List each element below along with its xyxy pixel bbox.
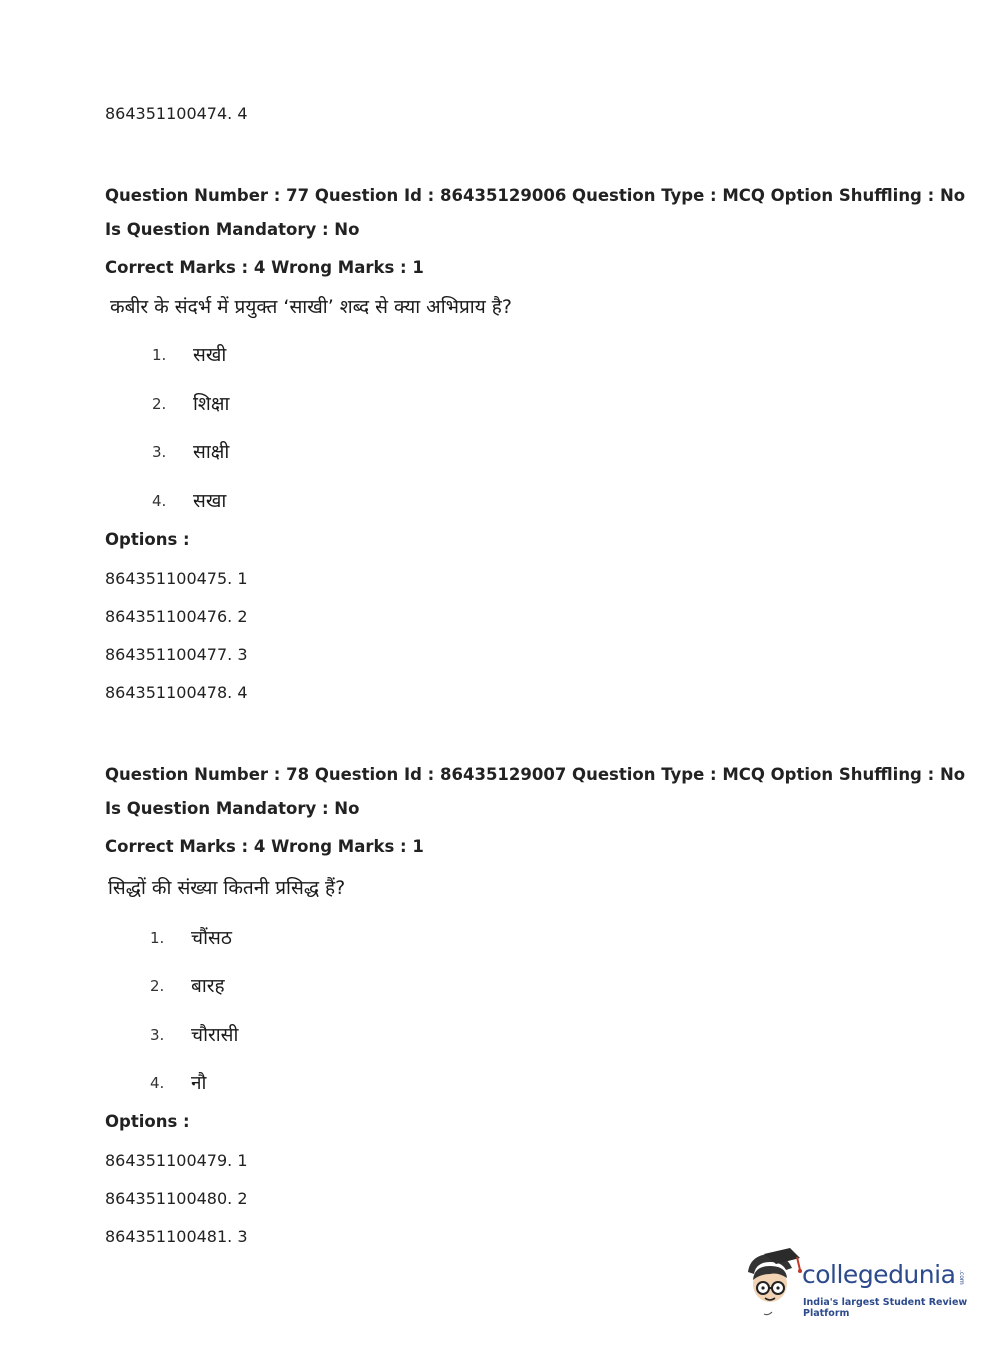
choice-text: शिक्षा — [193, 393, 230, 415]
question-marks: Correct Marks : 4 Wrong Marks : 1 — [105, 837, 424, 856]
choice-number: 3. — [150, 1026, 165, 1044]
option-id-line: 864351100475. 1 — [105, 569, 248, 588]
question-marks: Correct Marks : 4 Wrong Marks : 1 — [105, 258, 424, 277]
option-id-line: 864351100477. 3 — [105, 645, 248, 664]
option-id-line: 864351100476. 2 — [105, 607, 248, 626]
brand-tagline: India's largest Student Review Platform — [803, 1297, 968, 1319]
options-label: Options : — [105, 1112, 190, 1131]
question-mandatory: Is Question Mandatory : No — [105, 799, 360, 818]
choice-number: 2. — [150, 977, 165, 995]
choice-text: साक्षी — [193, 441, 230, 463]
choice-text: सखी — [193, 344, 227, 366]
choice-number: 1. — [152, 346, 167, 364]
question-mandatory: Is Question Mandatory : No — [105, 220, 360, 239]
choice-number: 4. — [152, 492, 167, 510]
brand-name: collegedunia — [802, 1260, 956, 1289]
option-id-line: 864351100480. 2 — [105, 1189, 248, 1208]
student-mascot-icon — [742, 1248, 802, 1320]
choice-number: 2. — [152, 395, 167, 413]
question-header: Question Number : 77 Question Id : 86435129006 Question Type : MCQ Option Shuffling : No — [105, 186, 966, 205]
choice-text: सखा — [193, 490, 227, 512]
choice-text: नौ — [191, 1072, 207, 1094]
option-id-line: 864351100478. 4 — [105, 683, 248, 702]
choice-number: 1. — [150, 929, 165, 947]
brand-domain-suffix: .com — [958, 1270, 965, 1285]
option-id-line: 864351100479. 1 — [105, 1151, 248, 1170]
option-id-line: 864351100481. 3 — [105, 1227, 248, 1246]
choice-number: 3. — [152, 443, 167, 461]
choice-number: 4. — [150, 1074, 165, 1092]
options-label: Options : — [105, 530, 190, 549]
question-text: सिद्धों की संख्या कितनी प्रसिद्ध हैं? — [108, 877, 346, 899]
question-text: कबीर के संदर्भ में प्रयुक्त ‘साखी’ शब्द से क्या अभिप्राय है? — [110, 296, 512, 318]
choice-text: चौंसठ — [191, 927, 232, 949]
question-header: Question Number : 78 Question Id : 86435129007 Question Type : MCQ Option Shuffling : No — [105, 765, 966, 784]
collegedunia-watermark — [742, 1248, 972, 1320]
choice-text: चौरासी — [191, 1024, 239, 1046]
choice-text: बारह — [191, 975, 225, 997]
previous-option-line: 864351100474. 4 — [105, 104, 248, 123]
